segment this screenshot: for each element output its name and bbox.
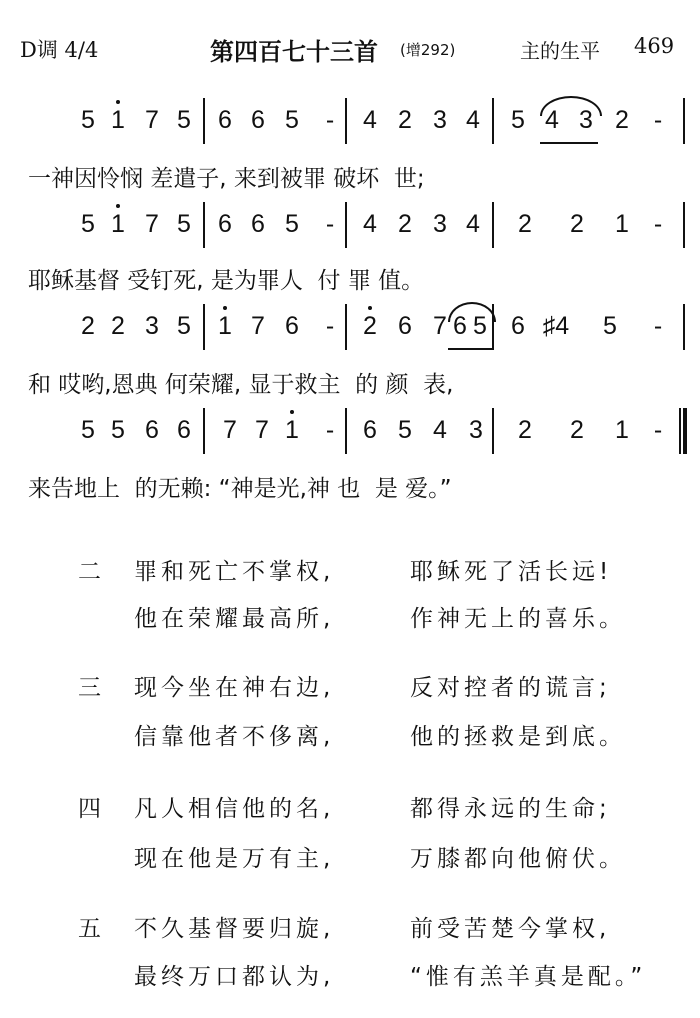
note: 4 [433, 416, 447, 444]
verse-line: 凡人相信他的名, [134, 796, 335, 822]
barline [683, 202, 685, 248]
note: 2 [518, 416, 532, 444]
note: 2 [398, 210, 412, 238]
note: 6 [218, 106, 232, 134]
page-number: 469 [634, 34, 675, 58]
note: 1 [615, 416, 629, 444]
barline [203, 98, 205, 144]
dash-note: - [325, 210, 335, 238]
slur [448, 302, 496, 322]
note: 2 [81, 312, 95, 340]
note: 6 [398, 312, 412, 340]
underline [448, 348, 492, 350]
verse-line: 最终万口都认为, [134, 964, 335, 990]
final-barline-thin [679, 408, 681, 454]
note: 5 [81, 210, 95, 238]
note: 1 [111, 210, 125, 238]
lyric-line-4: 来告地上 的无赖: “神是光,神 也 是 爱。” [28, 476, 452, 502]
verse-line: 信靠他者不侈离, [134, 724, 335, 750]
verse-line: 万膝都向他俯伏。 [410, 846, 626, 872]
note: 6 [218, 210, 232, 238]
verse-line: 都得永远的生命; [410, 796, 611, 822]
note: 7 [223, 416, 237, 444]
lyric-line-3: 和 哎哟,恩典 何荣耀, 显于救主 的 颜 表, [28, 372, 454, 398]
dash-note: - [653, 106, 663, 134]
slur [540, 96, 602, 116]
dash-note: - [325, 106, 335, 134]
high-octave-dot [116, 100, 120, 104]
verse-number: 三 [78, 675, 101, 701]
note: 5 [603, 312, 617, 340]
barline [492, 98, 494, 144]
verse-line: 前受苦楚今掌权, [410, 916, 611, 942]
note: 5 [177, 106, 191, 134]
note: 7 [255, 416, 269, 444]
verse-line: 不久基督要归旋, [134, 916, 335, 942]
note: 5 [285, 106, 299, 134]
high-octave-dot [290, 410, 294, 414]
note: 3 [433, 106, 447, 134]
note: 5 [81, 106, 95, 134]
verse-line: 现今坐在神右边, [134, 675, 335, 701]
note: 2 [615, 106, 629, 134]
barline [203, 202, 205, 248]
barline [492, 202, 494, 248]
note: 2 [363, 312, 377, 340]
high-octave-dot [223, 306, 227, 310]
note: 6 [251, 210, 265, 238]
hymn-name: 主的生平 [520, 39, 600, 63]
verse-number: 二 [78, 559, 101, 585]
note: 7 [145, 210, 159, 238]
high-octave-dot [116, 204, 120, 208]
lyric-line-1: 一神因怜悯 差遣子, 来到被罪 破坏 世; [28, 166, 425, 192]
note: 5 [81, 416, 95, 444]
note: 4 [363, 210, 377, 238]
note: 7 [433, 312, 447, 340]
barline [345, 304, 347, 350]
verse-line: 罪和死亡不掌权, [134, 559, 335, 585]
dash-note: - [325, 312, 335, 340]
note: 5 [398, 416, 412, 444]
note: 6 [285, 312, 299, 340]
verse-line: “惟有羔羊真是配。” [410, 964, 647, 990]
note: 5 [111, 416, 125, 444]
barline [683, 98, 685, 144]
note: 7 [145, 106, 159, 134]
high-octave-dot [368, 306, 372, 310]
note: 4 [545, 106, 559, 134]
note: 5 [177, 210, 191, 238]
note: 5 [177, 312, 191, 340]
verse-line: 耶稣死了活长远! [410, 559, 613, 585]
note: 3 [433, 210, 447, 238]
note: 3 [145, 312, 159, 340]
note: 5 [511, 106, 525, 134]
note: 6 [145, 416, 159, 444]
note: 5 [285, 210, 299, 238]
note: 3 [469, 416, 483, 444]
barline [345, 408, 347, 454]
note: ♯4 [542, 312, 570, 340]
note: 1 [218, 312, 232, 340]
note: 4 [466, 106, 480, 134]
verse-number: 五 [78, 916, 101, 942]
key-signature: D调 4/4 [20, 38, 99, 62]
verse-line: 现在他是万有主, [134, 846, 335, 872]
verse-line: 反对控者的谎言; [410, 675, 611, 701]
note: 2 [570, 416, 584, 444]
note: 6 [251, 106, 265, 134]
note: 6 [363, 416, 377, 444]
lyric-line-2: 耶稣基督 受钉死, 是为罪人 付 罪 值。 [28, 268, 425, 294]
barline [492, 408, 494, 454]
note: 4 [363, 106, 377, 134]
note: 6 [177, 416, 191, 444]
final-barline-thick [683, 408, 687, 454]
note: 6 [453, 312, 467, 340]
note: 2 [570, 210, 584, 238]
note: 4 [466, 210, 480, 238]
note: 7 [251, 312, 265, 340]
note: 2 [398, 106, 412, 134]
verse-number: 四 [78, 796, 101, 822]
note: 2 [518, 210, 532, 238]
underline [540, 142, 598, 144]
dash-note: - [653, 416, 663, 444]
note: 5 [473, 312, 487, 340]
note: 2 [111, 312, 125, 340]
barline [683, 304, 685, 350]
dash-note: - [653, 312, 663, 340]
dash-note: - [325, 416, 335, 444]
barline [345, 202, 347, 248]
barline [203, 408, 205, 454]
note: 1 [615, 210, 629, 238]
barline [203, 304, 205, 350]
verse-line: 作神无上的喜乐。 [410, 606, 626, 632]
note: 1 [111, 106, 125, 134]
verse-line: 他的拯救是到底。 [410, 724, 626, 750]
note: 3 [579, 106, 593, 134]
hymn-title: 第四百七十三首 [210, 38, 378, 66]
hymn-supplement-number: (增292) [400, 41, 456, 59]
barline [345, 98, 347, 144]
note: 1 [285, 416, 299, 444]
dash-note: - [653, 210, 663, 238]
verse-line: 他在荣耀最高所, [134, 606, 335, 632]
note: 6 [511, 312, 525, 340]
